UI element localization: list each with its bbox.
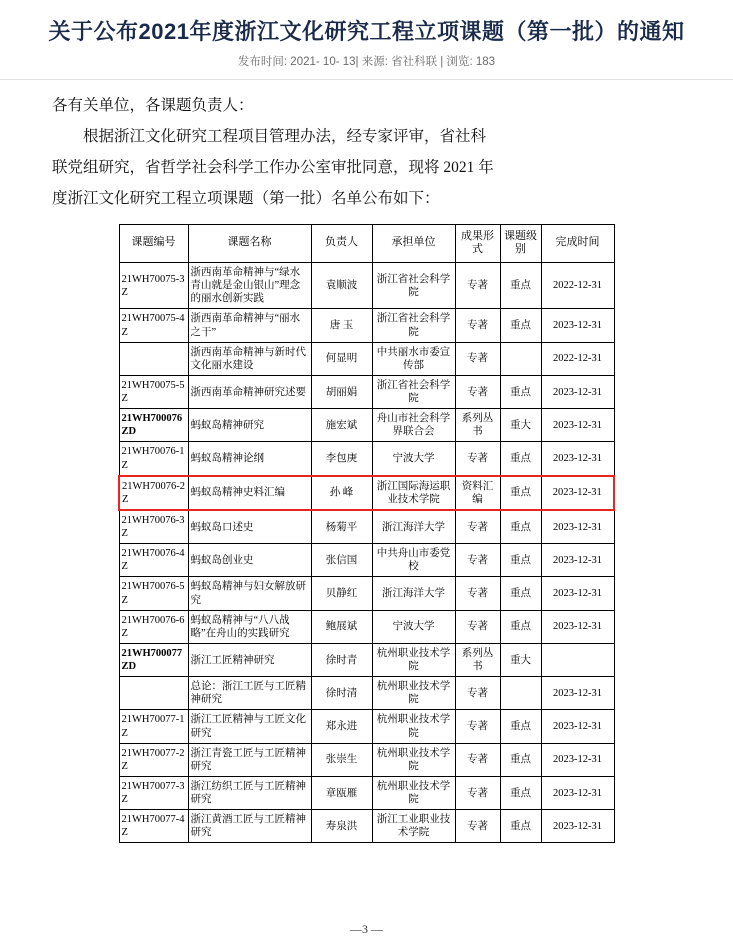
cell-code: 21WH70076-2Z [119, 476, 188, 510]
cell-level: 重点 [500, 510, 541, 544]
cell-unit: 浙江省社会科学院 [372, 263, 455, 309]
cell-person: 鲍展斌 [311, 610, 372, 643]
cell-level: 重点 [500, 476, 541, 510]
cell-person: 孙 峰 [311, 476, 372, 510]
cell-person: 贝静红 [311, 577, 372, 610]
cell-name: 浙西南革命精神与新时代文化丽水建设 [188, 342, 311, 375]
cell-person: 施宏斌 [311, 409, 372, 442]
cell-date: 2023-12-31 [541, 510, 614, 544]
cell-level: 重点 [500, 375, 541, 408]
table-header-row [119, 224, 614, 263]
body-paragraph-1: 根据浙江文化研究工程项目管理办法，经专家评审，省社科 [83, 127, 487, 145]
cell-code [119, 677, 188, 710]
cell-name: 总论：浙江工匠与工匠精神研究 [188, 677, 311, 710]
cell-code: 21WH70077-4Z [119, 810, 188, 843]
table-header [119, 224, 614, 263]
cell-unit: 杭州职业技术学院 [372, 710, 455, 743]
cell-level: 重点 [500, 810, 541, 843]
cell-form: 专著 [455, 342, 500, 375]
cell-name: 浙江工匠精神与工匠文化研究 [188, 710, 311, 743]
table-row [119, 544, 614, 577]
column-header-unit: 承担单位 [372, 224, 455, 263]
body-paragraph-2: 联党组研究，省哲学社会科学工作办公室审批同意，现将 2021 年 [52, 158, 494, 176]
cell-unit: 浙江工业职业技术学院 [372, 810, 455, 843]
cell-form: 系列丛书 [455, 643, 500, 676]
table-row [119, 577, 614, 610]
cell-person: 李包庚 [311, 442, 372, 476]
cell-person: 郑永进 [311, 710, 372, 743]
cell-unit: 杭州职业技术学院 [372, 677, 455, 710]
cell-date: 2023-12-31 [541, 544, 614, 577]
cell-unit: 杭州职业技术学院 [372, 743, 455, 776]
table-row [119, 610, 614, 643]
cell-date: 2023-12-31 [541, 409, 614, 442]
cell-level [500, 677, 541, 710]
cell-date: 2023-12-31 [541, 677, 614, 710]
cell-name: 蚂蚁岛精神与“八八战略”在舟山的实践研究 [188, 610, 311, 643]
cell-form: 专著 [455, 544, 500, 577]
table-row [119, 375, 614, 408]
table-body [119, 263, 614, 843]
header-divider [0, 79, 733, 80]
cell-level [500, 342, 541, 375]
cell-form: 专著 [455, 510, 500, 544]
cell-person: 徐时清 [311, 677, 372, 710]
table-row [119, 309, 614, 342]
cell-unit: 杭州职业技术学院 [372, 776, 455, 809]
cell-name: 浙江纺织工匠与工匠精神研究 [188, 776, 311, 809]
page-number: —3 — [350, 922, 383, 936]
page-title: 关于公布2021年度浙江文化研究工程立项课题（第一批）的通知 [48, 19, 685, 44]
column-header-code: 课题编号 [119, 224, 188, 263]
cell-unit: 中共丽水市委宣传部 [372, 342, 455, 375]
project-table [118, 224, 615, 844]
cell-date: 2023-12-31 [541, 577, 614, 610]
cell-form: 专著 [455, 263, 500, 309]
cell-date [541, 643, 614, 676]
cell-code: 21WH70076-4Z [119, 544, 188, 577]
cell-person: 徐时青 [311, 643, 372, 676]
cell-person: 何显明 [311, 342, 372, 375]
cell-form: 专著 [455, 442, 500, 476]
column-header-person: 负责人 [311, 224, 372, 263]
table-row [119, 643, 614, 676]
cell-name: 浙江青瓷工匠与工匠精神研究 [188, 743, 311, 776]
cell-unit: 中共舟山市委党校 [372, 544, 455, 577]
cell-code: 21WH700077ZD [119, 643, 188, 676]
cell-level: 重点 [500, 577, 541, 610]
cell-form: 专著 [455, 577, 500, 610]
table-row [119, 743, 614, 776]
table-row [119, 677, 614, 710]
table-row [119, 510, 614, 544]
cell-form: 专著 [455, 776, 500, 809]
notice-body [0, 90, 733, 214]
cell-name: 蚂蚁岛创业史 [188, 544, 311, 577]
cell-date: 2022-12-31 [541, 263, 614, 309]
cell-code [119, 342, 188, 375]
cell-unit: 浙江海洋大学 [372, 577, 455, 610]
cell-code: 21WH70077-3Z [119, 776, 188, 809]
table-row [119, 263, 614, 309]
cell-level: 重点 [500, 776, 541, 809]
table-row [119, 409, 614, 442]
cell-date: 2023-12-31 [541, 442, 614, 476]
publish-meta: 发布时间: 2021- 10- 13| 来源: 省社科联 | 浏览: 183 [237, 55, 496, 68]
cell-unit: 宁波大学 [372, 442, 455, 476]
cell-form: 专著 [455, 309, 500, 342]
cell-form: 资料汇编 [455, 476, 500, 510]
cell-date: 2022-12-31 [541, 342, 614, 375]
cell-code: 21WH70076-5Z [119, 577, 188, 610]
column-header-level: 课题级别 [500, 224, 541, 263]
cell-form: 专著 [455, 610, 500, 643]
cell-level: 重点 [500, 263, 541, 309]
cell-code: 21WH70075-5Z [119, 375, 188, 408]
cell-person: 杨菊平 [311, 510, 372, 544]
cell-form: 专著 [455, 710, 500, 743]
cell-name: 蚂蚁岛精神与妇女解放研究 [188, 577, 311, 610]
column-header-form: 成果形式 [455, 224, 500, 263]
cell-unit: 浙江海洋大学 [372, 510, 455, 544]
body-paragraph-3: 度浙江文化研究工程立项课题（第一批）名单公布如下： [52, 189, 440, 207]
cell-name: 蚂蚁岛口述史 [188, 510, 311, 544]
cell-code: 21WH700076ZD [119, 409, 188, 442]
project-table-wrap [0, 214, 733, 844]
cell-name: 浙江黄酒工匠与工匠精神研究 [188, 810, 311, 843]
cell-unit: 舟山市社会科学界联合会 [372, 409, 455, 442]
cell-code: 21WH70076-3Z [119, 510, 188, 544]
cell-unit: 浙江国际海运职业技术学院 [372, 476, 455, 510]
cell-person: 章瓯雁 [311, 776, 372, 809]
cell-code: 21WH70076-6Z [119, 610, 188, 643]
table-row [119, 342, 614, 375]
cell-level: 重大 [500, 643, 541, 676]
cell-form: 专著 [455, 375, 500, 408]
cell-date: 2023-12-31 [541, 776, 614, 809]
cell-person: 胡丽娟 [311, 375, 372, 408]
cell-form: 专著 [455, 743, 500, 776]
cell-name: 蚂蚁岛精神研究 [188, 409, 311, 442]
table-row [119, 476, 614, 510]
cell-name: 浙西南革命精神与“丽水之干” [188, 309, 311, 342]
cell-date: 2023-12-31 [541, 610, 614, 643]
cell-name: 浙西南革命精神研究述要 [188, 375, 311, 408]
cell-code: 21WH70076-1Z [119, 442, 188, 476]
cell-level: 重点 [500, 743, 541, 776]
cell-level: 重大 [500, 409, 541, 442]
cell-unit: 浙江省社会科学院 [372, 375, 455, 408]
cell-form: 专著 [455, 810, 500, 843]
cell-date: 2023-12-31 [541, 375, 614, 408]
cell-name: 蚂蚁岛精神史料汇编 [188, 476, 311, 510]
column-header-date: 完成时间 [541, 224, 614, 263]
cell-person: 张信国 [311, 544, 372, 577]
cell-unit: 宁波大学 [372, 610, 455, 643]
cell-date: 2023-12-31 [541, 309, 614, 342]
cell-unit: 杭州职业技术学院 [372, 643, 455, 676]
cell-name: 浙江工匠精神研究 [188, 643, 311, 676]
cell-date: 2023-12-31 [541, 810, 614, 843]
table-row [119, 776, 614, 809]
cell-date: 2023-12-31 [541, 710, 614, 743]
cell-level: 重点 [500, 309, 541, 342]
cell-code: 21WH70077-2Z [119, 743, 188, 776]
cell-person: 张崇生 [311, 743, 372, 776]
table-row [119, 710, 614, 743]
cell-person: 寿泉洪 [311, 810, 372, 843]
cell-code: 21WH70075-4Z [119, 309, 188, 342]
cell-level: 重点 [500, 544, 541, 577]
cell-name: 蚂蚁岛精神论纲 [188, 442, 311, 476]
cell-code: 21WH70075-3Z [119, 263, 188, 309]
table-row [119, 442, 614, 476]
cell-level: 重点 [500, 442, 541, 476]
cell-date: 2023-12-31 [541, 743, 614, 776]
column-header-name: 课题名称 [188, 224, 311, 263]
cell-unit: 浙江省社会科学院 [372, 309, 455, 342]
cell-level: 重点 [500, 710, 541, 743]
cell-name: 浙西南革命精神与“绿水青山就是金山银山”理念的丽水创新实践 [188, 263, 311, 309]
table-row [119, 810, 614, 843]
cell-level: 重点 [500, 610, 541, 643]
cell-person: 袁顺波 [311, 263, 372, 309]
cell-code: 21WH70077-1Z [119, 710, 188, 743]
cell-form: 系列丛书 [455, 409, 500, 442]
cell-date: 2023-12-31 [541, 476, 614, 510]
salutation: 各有关单位，各课题负责人： [52, 96, 254, 114]
cell-form: 专著 [455, 677, 500, 710]
cell-person: 唐 玉 [311, 309, 372, 342]
